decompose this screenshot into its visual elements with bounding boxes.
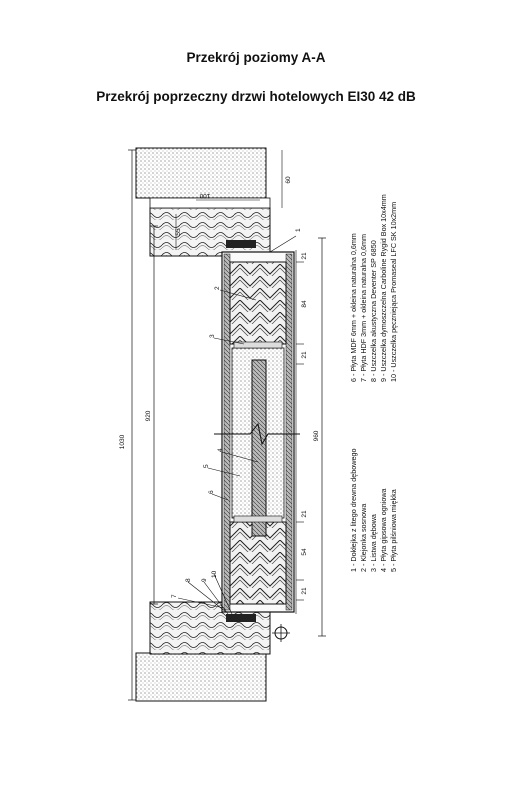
leaf-layer-mdf	[224, 254, 230, 610]
leaf-layer-mdf-2	[286, 254, 292, 610]
legend-item-1: 1 - Dokłejka z litego drewna dębowego	[349, 448, 358, 572]
legend-item-7: 7 - Płyta HDF 3mm + okleina naturalna 0,6mm	[359, 233, 368, 382]
part-label-6: 6	[208, 490, 215, 494]
part-label-2: 2	[214, 286, 221, 290]
dim-84: 84	[301, 300, 308, 308]
dim-100: 100	[199, 192, 211, 199]
dim-54: 54	[301, 548, 308, 556]
part-label-7: 7	[171, 594, 178, 598]
dim-1030: 1030	[119, 434, 126, 450]
frame-top	[150, 208, 270, 256]
legend-item-4: 4 - Płyta gipsowa ogniowa	[379, 488, 388, 572]
seal-bottom	[226, 614, 256, 622]
dim-21-d: 21	[301, 587, 308, 595]
legend-item-5: 5 - Płyta pilśniowa miękka	[389, 489, 398, 572]
legend-right	[349, 194, 398, 382]
page-subtitle: Przekrój poprzeczny drzwi hotelowych EI30 42 dB	[96, 89, 416, 104]
part-label-9: 9	[201, 578, 208, 582]
legend-item-8: 8 - Uszczelka akustyczna Deventer SP 6850	[369, 240, 378, 382]
legend-item-3: 3 - Listwa dębowa	[369, 514, 378, 572]
dim-960: 960	[313, 430, 320, 442]
pine-block-top	[230, 262, 286, 344]
legend-left	[349, 449, 398, 572]
legend-item-6: 6 - Płyta MDF 6mm + okleina naturalna 0,6mm	[349, 233, 358, 382]
dim-55: 55	[175, 228, 182, 236]
legend-item-10: 10 - Uszczelka pęczniejąca Promaseal LFC SK 10x2mm	[389, 201, 398, 382]
oak-strip-bottom	[234, 516, 282, 522]
dim-920: 920	[145, 410, 152, 422]
dim-60: 60	[285, 176, 292, 184]
gypsum-board	[252, 360, 266, 536]
seal-top	[226, 240, 256, 248]
part-label-1: 1	[295, 228, 302, 232]
dim-21-c: 21	[301, 510, 308, 518]
part-label-4: 4	[217, 448, 224, 452]
dim-21-a: 21	[301, 252, 308, 260]
part-label-8: 8	[185, 578, 192, 582]
wall-top	[136, 148, 266, 198]
legend-item-2: 2 - Klejonka sosnowa	[359, 503, 368, 572]
wall-bottom	[136, 653, 266, 701]
legend-item-9: 9 - Uszczelka dymoszczelna Carboline Rygid Box 10x4mm	[379, 194, 388, 382]
part-label-10: 10	[211, 570, 218, 578]
page-title: Przekrój poziomy A-A	[186, 50, 326, 65]
part-label-3: 3	[209, 334, 216, 338]
oak-strip-top	[234, 342, 282, 348]
dim-21-b: 21	[301, 351, 308, 359]
part-label-5: 5	[203, 464, 210, 468]
